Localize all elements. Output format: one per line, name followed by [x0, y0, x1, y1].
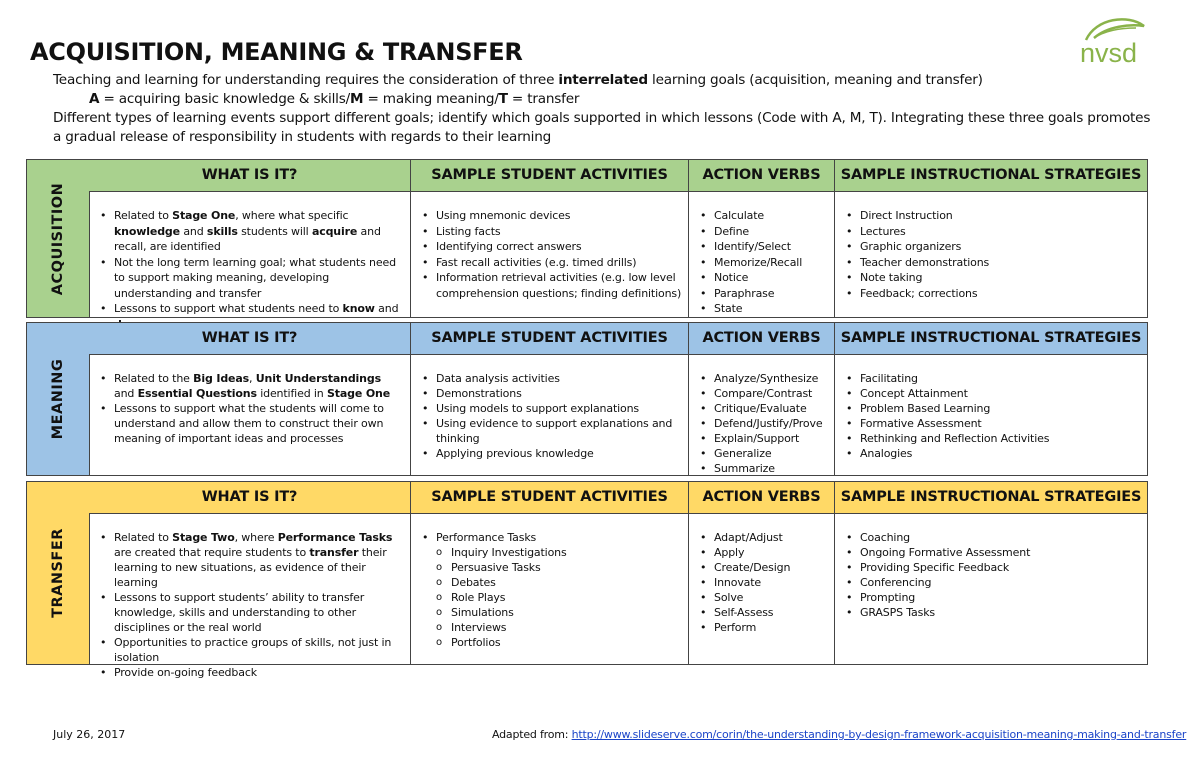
footer-source	[492, 728, 1186, 741]
acquisition-activities	[411, 192, 688, 317]
list-item: • Related to Stage Two, where Performance Tasks are created that require students to transfer their learning to new situations, as evidence of their learning	[89, 530, 410, 590]
list-item: • Rethinking and Reflection Activities	[835, 431, 1147, 446]
header-verbs: ACTION VERBS	[689, 482, 834, 514]
transfer-label: TRANSFER	[50, 528, 66, 618]
page-title: ACQUISITION, MEANING & TRANSFER	[30, 38, 523, 66]
transfer-what	[89, 514, 410, 679]
list-item: • Providing Specific Feedback	[835, 560, 1147, 575]
list-item: • Ongoing Formative Assessment	[835, 545, 1147, 560]
header-activities: SAMPLE STUDENT ACTIVITIES	[411, 323, 688, 355]
intro	[53, 71, 1158, 147]
meaning-what	[89, 355, 410, 475]
list-item: • Coaching	[835, 530, 1147, 545]
meaning-section	[26, 322, 1148, 476]
sub-list-item: o Inquiry Investigations	[436, 545, 682, 560]
sub-list-item: o Interviews	[436, 620, 682, 635]
list-item: • Formative Assessment	[835, 416, 1147, 431]
list-item: • Not the long term learning goal; what students need to support making meaning, developing understanding and transfer	[89, 255, 410, 302]
list-item: • Using models to support explanations	[411, 401, 688, 416]
list-item: • Problem Based Learning	[835, 401, 1147, 416]
header-verbs: ACTION VERBS	[689, 160, 834, 192]
transfer-strategies	[835, 514, 1147, 664]
list-item: • Feedback; corrections	[835, 286, 1147, 302]
list-item: • Lectures	[835, 224, 1147, 240]
list-item: • Opportunities to practice groups of skills, not just in isolation	[89, 635, 410, 665]
list-item: • Identify/Select	[689, 239, 834, 255]
meaning-side	[27, 323, 90, 475]
intro-line-3: Different types of learning events support different goals; identify which goals supported in which lessons (Code with A, M, T). Integrating these three goals promotes a gradual release of responsibility in students with regards to their learning	[53, 110, 1151, 145]
leaf-icon	[1078, 16, 1148, 68]
meaning-label: MEANING	[50, 358, 66, 440]
list-item: • Related to the Big Ideas, Unit Understandings and Essential Questions identified in Stage One	[89, 371, 410, 401]
header-strategies: SAMPLE INSTRUCTIONAL STRATEGIES	[835, 482, 1147, 514]
list-item: • Conferencing	[835, 575, 1147, 590]
list-item: • Identifying correct answers	[411, 239, 688, 255]
logo-text: nvsd	[1080, 38, 1138, 68]
list-item: • Define	[689, 224, 834, 240]
list-item: • Notice	[689, 270, 834, 286]
acquisition-section	[26, 159, 1148, 318]
list-item: • Using evidence to support explanations and thinking	[411, 416, 688, 446]
transfer-activities	[411, 514, 688, 664]
list-item: • Explain/Support	[689, 431, 834, 446]
list-item: • Adapt/Adjust	[689, 530, 834, 545]
list-item: • Memorize/Recall	[689, 255, 834, 271]
acquisition-side	[27, 160, 90, 317]
list-item: • Applying previous knowledge	[411, 446, 688, 461]
header-activities: SAMPLE STUDENT ACTIVITIES	[411, 160, 688, 192]
list-item: • Teacher demonstrations	[835, 255, 1147, 271]
footer-date: July 26, 2017	[53, 728, 126, 741]
acquisition-what	[89, 192, 410, 317]
sub-list-item: o Simulations	[436, 605, 682, 620]
transfer-side	[27, 482, 90, 664]
list-item: • Listing facts	[411, 224, 688, 240]
header-what: WHAT IS IT?	[89, 160, 410, 192]
list-item: • Provide on-going feedback	[89, 665, 410, 680]
list-item: • Prompting	[835, 590, 1147, 605]
header-verbs: ACTION VERBS	[689, 323, 834, 355]
list-item: • Apply	[689, 545, 834, 560]
list-item: • Summarize	[689, 461, 834, 476]
acquisition-verbs	[689, 192, 834, 317]
list-item: • Lessons to support what students need to know and	[89, 301, 410, 332]
list-item: • Fast recall activities (e.g. timed drills)	[411, 255, 688, 271]
list-item: • Generalize	[689, 446, 834, 461]
list-item: • Calculate	[689, 208, 834, 224]
list-item: • Self-Assess	[689, 605, 834, 620]
sub-list-item: o Debates	[436, 575, 682, 590]
list-item: • Information retrieval activities (e.g. low level comprehension questions; finding definitions)	[411, 270, 688, 301]
list-item: • Graphic organizers	[835, 239, 1147, 255]
list-item: • Data analysis activities	[411, 371, 688, 386]
list-item: • Innovate	[689, 575, 834, 590]
list-item: • Demonstrations	[411, 386, 688, 401]
source-link[interactable]: http://www.slideserve.com/corin/the-understanding-by-design-framework-acquisition-meaning-making-and-transfer	[571, 728, 1187, 741]
transfer-verbs	[689, 514, 834, 664]
adapted-label: Adapted from:	[492, 728, 572, 741]
sub-list-item: o Portfolios	[436, 635, 682, 650]
list-item: • Defend/Justify/Prove	[689, 416, 834, 431]
nvsd-logo	[1078, 16, 1148, 72]
meaning-strategies	[835, 355, 1147, 475]
list-item: • GRASPS Tasks	[835, 605, 1147, 620]
sub-list-item: o Persuasive Tasks	[436, 560, 682, 575]
header-activities: SAMPLE STUDENT ACTIVITIES	[411, 482, 688, 514]
list-item: • Create/Design	[689, 560, 834, 575]
list-item: • State	[689, 301, 834, 317]
list-item: • Paraphrase	[689, 286, 834, 302]
intro-line-2: A = acquiring basic knowledge & skills/M = making meaning/T = transfer	[89, 91, 580, 107]
list-item: • Lessons to support students’ ability to transfer knowledge, skills and understanding to other disciplines or the real world	[89, 590, 410, 635]
list-item: • Critique/Evaluate	[689, 401, 834, 416]
list-item: • Direct Instruction	[835, 208, 1147, 224]
list-item: • Related to Stage One, where what specific knowledge and skills students will acquire and recall, are identified	[89, 208, 410, 255]
list-item: • Concept Attainment	[835, 386, 1147, 401]
acquisition-label: ACQUISITION	[50, 182, 66, 295]
header-strategies: SAMPLE INSTRUCTIONAL STRATEGIES	[835, 323, 1147, 355]
acquisition-strategies	[835, 192, 1147, 317]
header-strategies: SAMPLE INSTRUCTIONAL STRATEGIES	[835, 160, 1147, 192]
list-item: • Analogies	[835, 446, 1147, 461]
list-item: • Lessons to support what the students will come to understand and allow them to construct their own meaning of important ideas and processes	[89, 401, 410, 446]
list-item: • Perform	[689, 620, 834, 635]
sub-list-item: o Role Plays	[436, 590, 682, 605]
list-item: • Note taking	[835, 270, 1147, 286]
list-item: • Performance Tasks o Inquiry Investigations o Persuasive Tasks o Debates o Role Plays o Simulations o Interviews o Portfolios	[411, 530, 688, 650]
list-item: • Compare/Contrast	[689, 386, 834, 401]
list-item: • Analyze/Synthesize	[689, 371, 834, 386]
list-item: • Solve	[689, 590, 834, 605]
meaning-activities	[411, 355, 688, 475]
intro-line-1: Teaching and learning for understanding requires the consideration of three interrelated learning goals (acquisition, meaning and transfer)	[53, 72, 983, 88]
list-item: • Facilitating	[835, 371, 1147, 386]
header-what: WHAT IS IT?	[89, 323, 410, 355]
transfer-section	[26, 481, 1148, 679]
meaning-verbs	[689, 355, 834, 475]
list-item: • Using mnemonic devices	[411, 208, 688, 224]
header-what: WHAT IS IT?	[89, 482, 410, 514]
